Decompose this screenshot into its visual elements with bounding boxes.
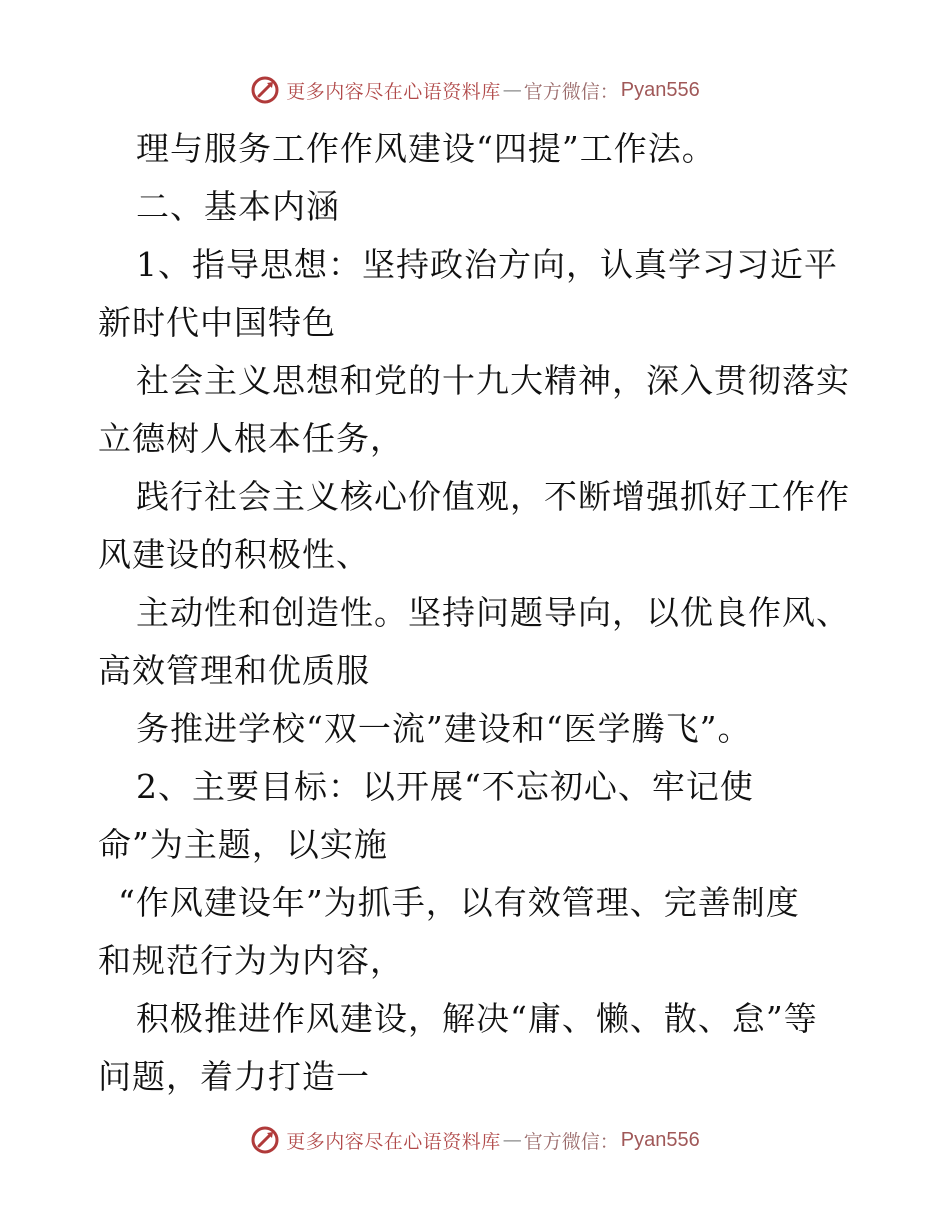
body-line-15: 和规范行为为内容， (98, 941, 404, 980)
body-line-16: 积极推进作风建设，解决“庸、懒、散、怠”等 (136, 999, 818, 1038)
banner-promo-text: 更多内容尽在心语资料库 (286, 1130, 501, 1153)
body-line-2: 二、基本内涵 (136, 187, 340, 226)
body-line-9: 主动性和创造性。坚持问题导向，以优良作风、 (136, 593, 850, 632)
banner-promo-text: 更多内容尽在心语资料库 (286, 80, 501, 103)
brand-logo-icon (250, 1125, 280, 1155)
body-line-6: 立德树人根本任务， (98, 419, 404, 458)
header-banner (0, 70, 950, 110)
body-line-11: 务推进学校“双一流”建设和“医学腾飞”。 (136, 709, 752, 748)
body-line-5: 社会主义思想和党的十九大精神，深入贯彻落实 (136, 361, 850, 400)
footer-banner (0, 1120, 950, 1160)
banner-dash: — (502, 1129, 522, 1151)
body-line-3: 1、指导思想：坚持政治方向，认真学习习近平 (136, 245, 838, 284)
body-line-17: 问题，着力打造一 (98, 1057, 370, 1096)
body-line-12: 2、主要目标：以开展“不忘初心、牢记使 (136, 767, 754, 806)
body-line-13: 命”为主题，以实施 (98, 825, 388, 864)
body-line-8: 风建设的积极性、 (98, 535, 370, 574)
banner-wechat-id: Pyan556 (620, 1128, 700, 1151)
banner-wechat-label: 官方微信： (523, 80, 619, 103)
brand-logo-icon (250, 75, 280, 105)
banner-dash: — (502, 79, 522, 101)
body-line-1: 理与服务工作作风建设“四提”工作法。 (136, 129, 716, 168)
banner-wechat-id: Pyan556 (620, 78, 700, 101)
body-line-14: “作风建设年”为抓手，以有效管理、完善制度 (118, 883, 800, 922)
body-line-4: 新时代中国特色 (98, 303, 336, 342)
body-line-10: 高效管理和优质服 (98, 651, 370, 690)
body-line-7: 践行社会主义核心价值观，不断增强抓好工作作 (136, 477, 850, 516)
banner-wechat-label: 官方微信： (523, 1130, 619, 1153)
